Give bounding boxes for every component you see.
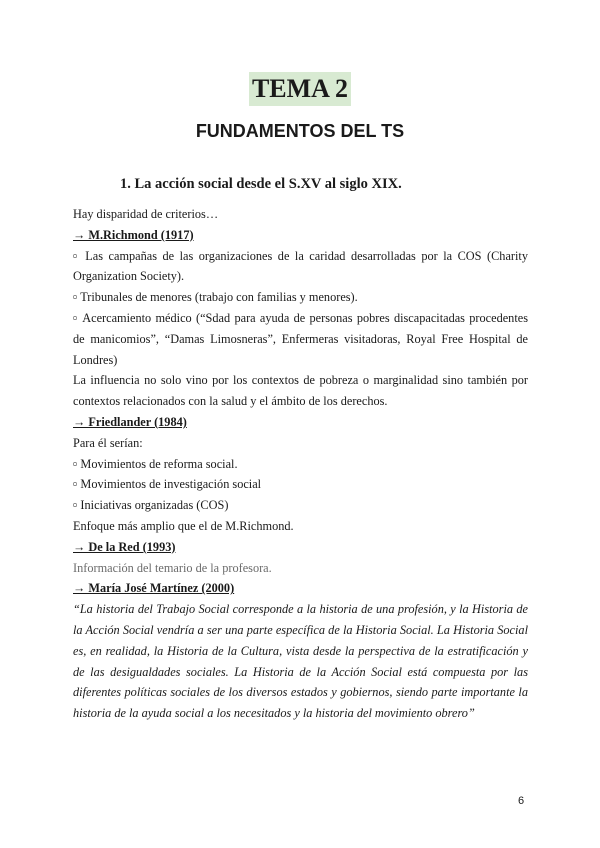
richmond-note: La influencia no solo vino por los contextos de pobreza o marginalidad sino también por contextos relacionados con la salud y el ámbito de los derechos. xyxy=(73,373,528,409)
document-body xyxy=(73,204,528,724)
page-subtitle: FUNDAMENTOS DEL TS xyxy=(195,121,405,141)
de-la-red-note: Información del temario de la profesora. xyxy=(73,560,272,575)
list-item: ▫ Tribunales de menores (trabajo con familias y menores). xyxy=(73,290,358,305)
martinez-quote: “La historia del Trabajo Social corresponde a la historia de una profesión, y la Historia de la Acción Social vendría a ser una parte específica de la Historia Social. La Historia Social es, en realidad, la Historia de la Cultura, vista desde la perspectiva de la estratificación y de las desigualdades sociales. La Historia de la Acción Social está compuesta por las diferentes políticas sociales de los diversos estados y gobiernos, siendo parte importante la historia de la ayuda social a los necesitados y la historia del movimiento obrero” xyxy=(73,602,528,721)
friedlander-lead: Para él serían: xyxy=(73,435,143,450)
list-item: ▫ Las campañas de las organizaciones de la caridad desarrolladas por la COS (Charity Organization Society). xyxy=(73,248,528,284)
author-heading-de-la-red: → De la Red (1993) xyxy=(73,539,176,554)
list-item: ▫ Movimientos de reforma social. xyxy=(73,456,238,471)
page-title: TEMA 2 xyxy=(249,72,351,106)
friedlander-note: Enfoque más amplio que el de M.Richmond. xyxy=(73,518,294,533)
author-heading-martinez: → María José Martínez (2000) xyxy=(73,581,235,596)
list-item: ▫ Acercamiento médico (“Sdad para ayuda de personas pobres discapacitadas procedentes de manicomios”, “Damas Limosneras”, Enfermeras visitadoras, Royal Free Hospital de Londres) xyxy=(73,310,528,367)
page-number: 6 xyxy=(518,795,525,807)
author-heading-richmond: → M.Richmond (1917) xyxy=(73,227,194,242)
intro-text: Hay disparidad de criterios… xyxy=(73,207,219,221)
section-heading: 1. La acción social desde el S.XV al siglo XIX. xyxy=(120,176,402,192)
list-item: ▫ Iniciativas organizadas (COS) xyxy=(73,498,229,513)
title-wrapper xyxy=(0,72,600,106)
author-heading-friedlander: → Friedlander (1984) xyxy=(73,414,187,429)
list-item: ▫ Movimientos de investigación social xyxy=(73,477,262,492)
